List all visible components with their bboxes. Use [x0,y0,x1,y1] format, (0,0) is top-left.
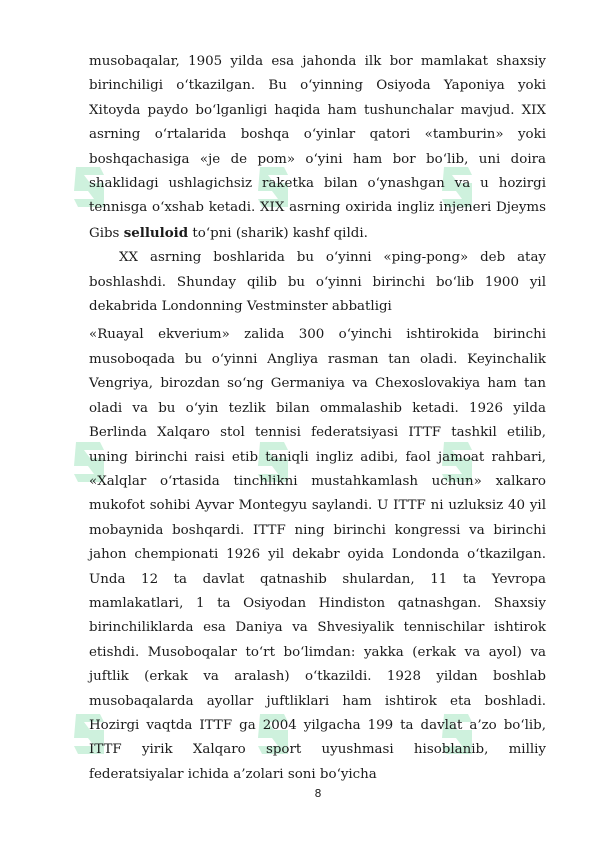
paragraph-2: XX asrning boshlarida bu o‘yinni «ping-pong» deb atay boshlashdi. Shunday qilib bu o‘yinni birinchi bo‘lib 1900 yil dekabrida Londonning Vestminster abbatligi [89,250,546,315]
page-number: 8 [314,787,322,800]
paragraph-3: «Ruayal ekverium» zalida 300 o‘yinchi ishtirokida birinchi musoboqada bu o‘yinni Angliya rasman tan oladi. Keyinchalik Vengriya, birozdan so‘ng Germaniya va Chexoslovakiya ham tan oladi va bu o‘yin tezlik bilan ommalashib ketadi. 1926 yilda Berlinda Xalqaro stol tennisi federatsiyasi ITTF tashkil etilib, uning birinchi raisi etib taniqli ingliz adibi, faol jamoat rahbari, «Xalqlar o‘rtasida tinchlikni mustahkamlash uchun» xalkaro mukofot sohibi Ayvar Montegyu saylandi. U ITTF ni uzluksiz 40 yil mobaynida boshqardi. ITTF ning birinchi kongressi va birinchi jahon chempionati 1926 yil dekabr oyida Londonda o‘tkazilgan. Unda 12 ta davlat qatnashib shulardan, 11 ta Yevropa mamlakatlari, 1 ta Osiyodan Hindiston qatnashgan. Shaxsiy birinchiliklarda esa Daniya va Shvesiyalik tennischilar ishtirok etishdi. Musoboqalar to‘rt bo‘limdan: yakka (erkak va ayol) va juftlik (erkak va aralash) o‘tkazildi. 1928 yildan boshlab musobaqalarda ayollar juftliklari ham ishtirok eta boshladi. Hozirgi vaqtda ITTF ga 2004 yilgacha 199 ta davlat a’zo bo‘lib, ITTF yirik Xalqaro sport uyushmasi hisoblanib, milliy federatsiyalar ichida a’zolari soni bo‘yicha [89,327,546,782]
paragraph-1-text-after: to‘pni (sharik) kashf qildi. [188,225,368,241]
paragraph-1-text-before: musobaqalar, 1905 yilda esa jahonda ilk bor mamlakat shaxsiy birinchiligi o‘tkazilgan. Bu o‘yinning Osiyoda Yaponiya yoki Xitoyda paydo bo‘lganligi haqida ham tushunchalar mavjud. XIX asrning o‘rtalarida boshqa o‘yinlar qatori «tamburin» yoki boshqachasiga «je de pom» o‘yini ham bor bo‘lib, uni doira shaklidagi ushlagichsiz raketka bilan o‘ynashgan va u hozirgi tennisga o‘xshab ketadi. XIX asrning oxirida ingliz injeneri Djeyms Gibs [89,54,546,241]
bold-term-selluloid: selluloid [123,224,189,241]
paragraph-1 [89,50,546,246]
body-text [89,50,546,787]
